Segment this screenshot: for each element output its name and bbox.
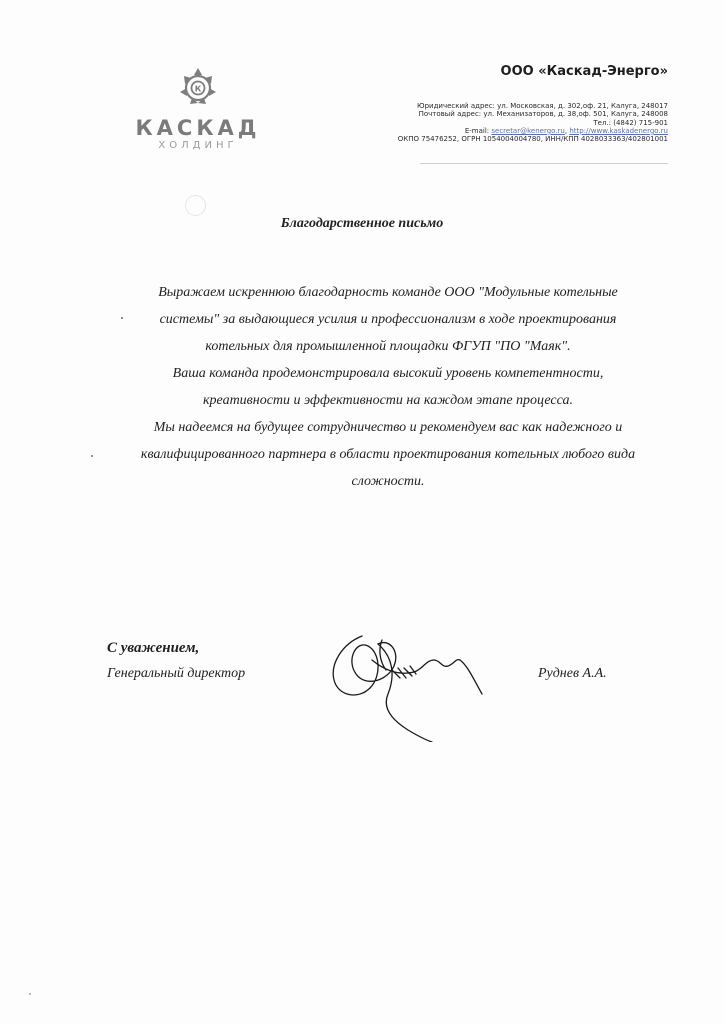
company-logo	[128, 66, 268, 156]
body-line: Ваша команда продемонстрировала высокий уровень компетентности,	[172, 366, 604, 381]
letterhead-divider	[420, 163, 668, 164]
contact-block	[398, 102, 668, 143]
registration-codes: ОКПО 75476252, ОГРН 1054004004780, ИНН/КПП 4028033363/402801001	[397, 135, 668, 144]
website-link[interactable]: http://www.kaskadenergo.ru	[569, 126, 668, 135]
body-line: сложности.	[351, 474, 425, 489]
letter-body	[102, 279, 674, 495]
body-line: креативности и эффективности на каждом этапе процесса.	[202, 393, 573, 408]
kaskad-logo-icon	[178, 66, 218, 108]
closing-salutation: С уважением,	[107, 640, 200, 656]
company-name: ООО «Каскад-Энерго»	[500, 64, 668, 79]
handwritten-signature	[322, 630, 492, 742]
body-line: котельных для промышленной площадки ФГУП "ПО "Маяк".	[205, 339, 571, 354]
email-link[interactable]: secretar@kenergo.ru	[491, 126, 565, 135]
logo-subtitle: ХОЛДИНГ	[158, 140, 238, 151]
body-line: квалифицированного партнера в области проектирования котельных любого вида	[140, 447, 636, 462]
punch-hole-mark	[185, 195, 206, 216]
phone: Тел.: (4842) 715-901	[593, 118, 668, 127]
email-label: E-mail:	[464, 126, 492, 135]
body-line: системы" за выдающиеся усилия и профессионализм в ходе проектирования	[159, 312, 617, 327]
site-separator: ,	[564, 126, 570, 135]
body-line: Мы надеемся на будущее сотрудничество и рекомендуем вас как надежного и	[153, 420, 623, 435]
svg-text:К: К	[194, 84, 202, 94]
postal-address: Почтовый адрес: ул. Механизаторов, д. 38,оф. 501, Калуга, 248008	[418, 110, 668, 119]
signer-position: Генеральный директор	[107, 666, 246, 681]
letter-title: Благодарственное письмо	[280, 216, 444, 231]
signer-name: Руднев А.А.	[538, 666, 607, 681]
body-line: Выражаем искреннюю благодарность команде ООО "Модульные котельные	[158, 285, 618, 300]
email-line	[398, 127, 668, 135]
legal-address: Юридический адрес: ул. Московская, д. 302,оф. 21, Калуга, 248017	[417, 102, 668, 110]
logo-name: КАСКАД	[135, 116, 261, 140]
